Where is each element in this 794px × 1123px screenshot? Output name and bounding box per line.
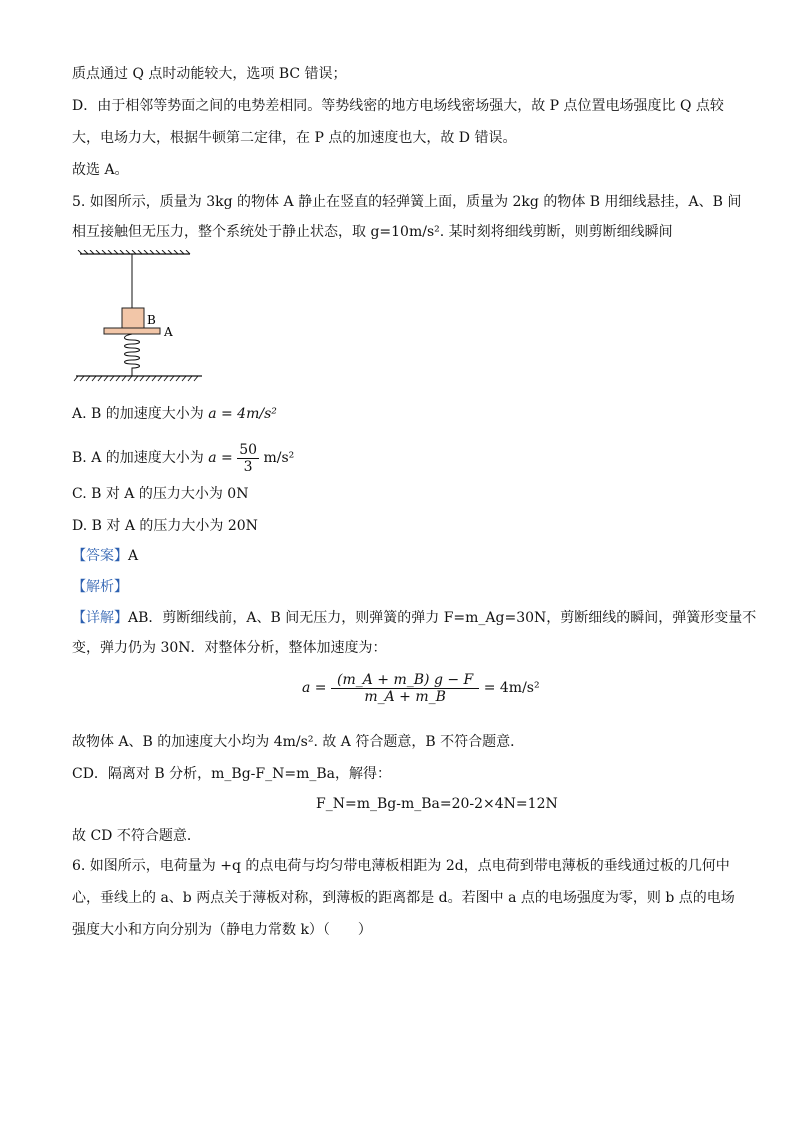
analysis-tag: 【解析】 [72, 579, 128, 595]
text-line: D．由于相邻等势面之间的电势差相同。等势线密的地方电场线密场强大，故 P 点位置电场强度比 Q 点较 [72, 98, 724, 114]
spring-coil [125, 334, 140, 376]
equation-acceleration: a = $\frac{(m\_A + m\_B) g - F}{m\_A + m\_B}$ = 4m/s² [302, 671, 540, 705]
detail-line: 变，弹力仍为 30N．对整体分析，整体加速度为： [72, 640, 387, 656]
question-6-stem: 心，垂线上的 a、b 两点关于薄板对称，到薄板的距离都是 d。若图中 a 点的电场强度为零，则 b 点的电场 [72, 890, 735, 906]
fraction: $\frac{50}{3}$ [239, 441, 258, 475]
option-d: D. B 对 A 的压力大小为 20N [72, 518, 258, 534]
plate-a [104, 328, 160, 334]
fraction: $\frac{(m\_A + m\_B) g - F}{m\_A + m\_B}$ [331, 672, 479, 705]
question-6-stem: 强度大小和方向分别为（静电力常数 k）（ ） [72, 922, 372, 938]
detail-line: CD．隔离对 B 分析，m_Bg-F_N=m_Ba，解得： [72, 766, 391, 782]
equation-normal-force: F_N=m_Bg-m_Ba=20-2×4N=12N [316, 796, 558, 812]
detail-tag: 【详解】 [72, 610, 128, 626]
text-line: 大，电场力大，根据牛顿第二定律，在 P 点的加速度也大，故 D 错误。 [72, 130, 517, 146]
option-a: A. B 的加速度大小为 a = 4m/s² [72, 406, 277, 422]
detail-line: 故物体 A、B 的加速度大小均为 4m/s². 故 A 符合题意，B 不符合题意． [72, 734, 525, 750]
detail-line: 【详解】AB．剪断细线前，A、B 间无压力，则弹簧的弹力 F=m_Ag=30N，剪断细线的瞬间，弹簧形变量不 [72, 610, 757, 626]
question-5-stem: 相互接触但无压力，整个系统处于静止状态，取 g=10m/s². 某时刻将细线剪断，则剪断细线瞬间 [72, 224, 673, 240]
question-6-stem: 6. 如图所示，电荷量为 +q 的点电荷与均匀带电薄板相距为 2d，点电荷到带电薄板的垂线通过板的几何中 [72, 858, 730, 874]
label-a: A [164, 325, 173, 339]
answer-line: 【答案】A [72, 548, 139, 564]
detail-line: 故 CD 不符合题意． [72, 828, 201, 844]
option-c: C. B 对 A 的压力大小为 0N [72, 486, 249, 502]
option-b: B. A 的加速度大小为 a = $\frac{50}{3}$ m/s² [72, 441, 295, 475]
ground-hatch [74, 376, 198, 381]
ceiling-hatch [78, 250, 190, 254]
label-b: B [147, 313, 156, 327]
block-b [122, 308, 144, 328]
answer-tag: 【答案】 [72, 548, 128, 564]
text-line: 故选 A。 [72, 162, 129, 178]
question-5-stem: 5. 如图所示，质量为 3kg 的物体 A 静止在竖直的轻弹簧上面，质量为 2kg 的物体 B 用细线悬挂，A、B 间 [72, 194, 742, 210]
spring-block-figure [72, 250, 212, 388]
text-line: 质点通过 Q 点时动能较大，选项 BC 错误； [72, 66, 347, 82]
